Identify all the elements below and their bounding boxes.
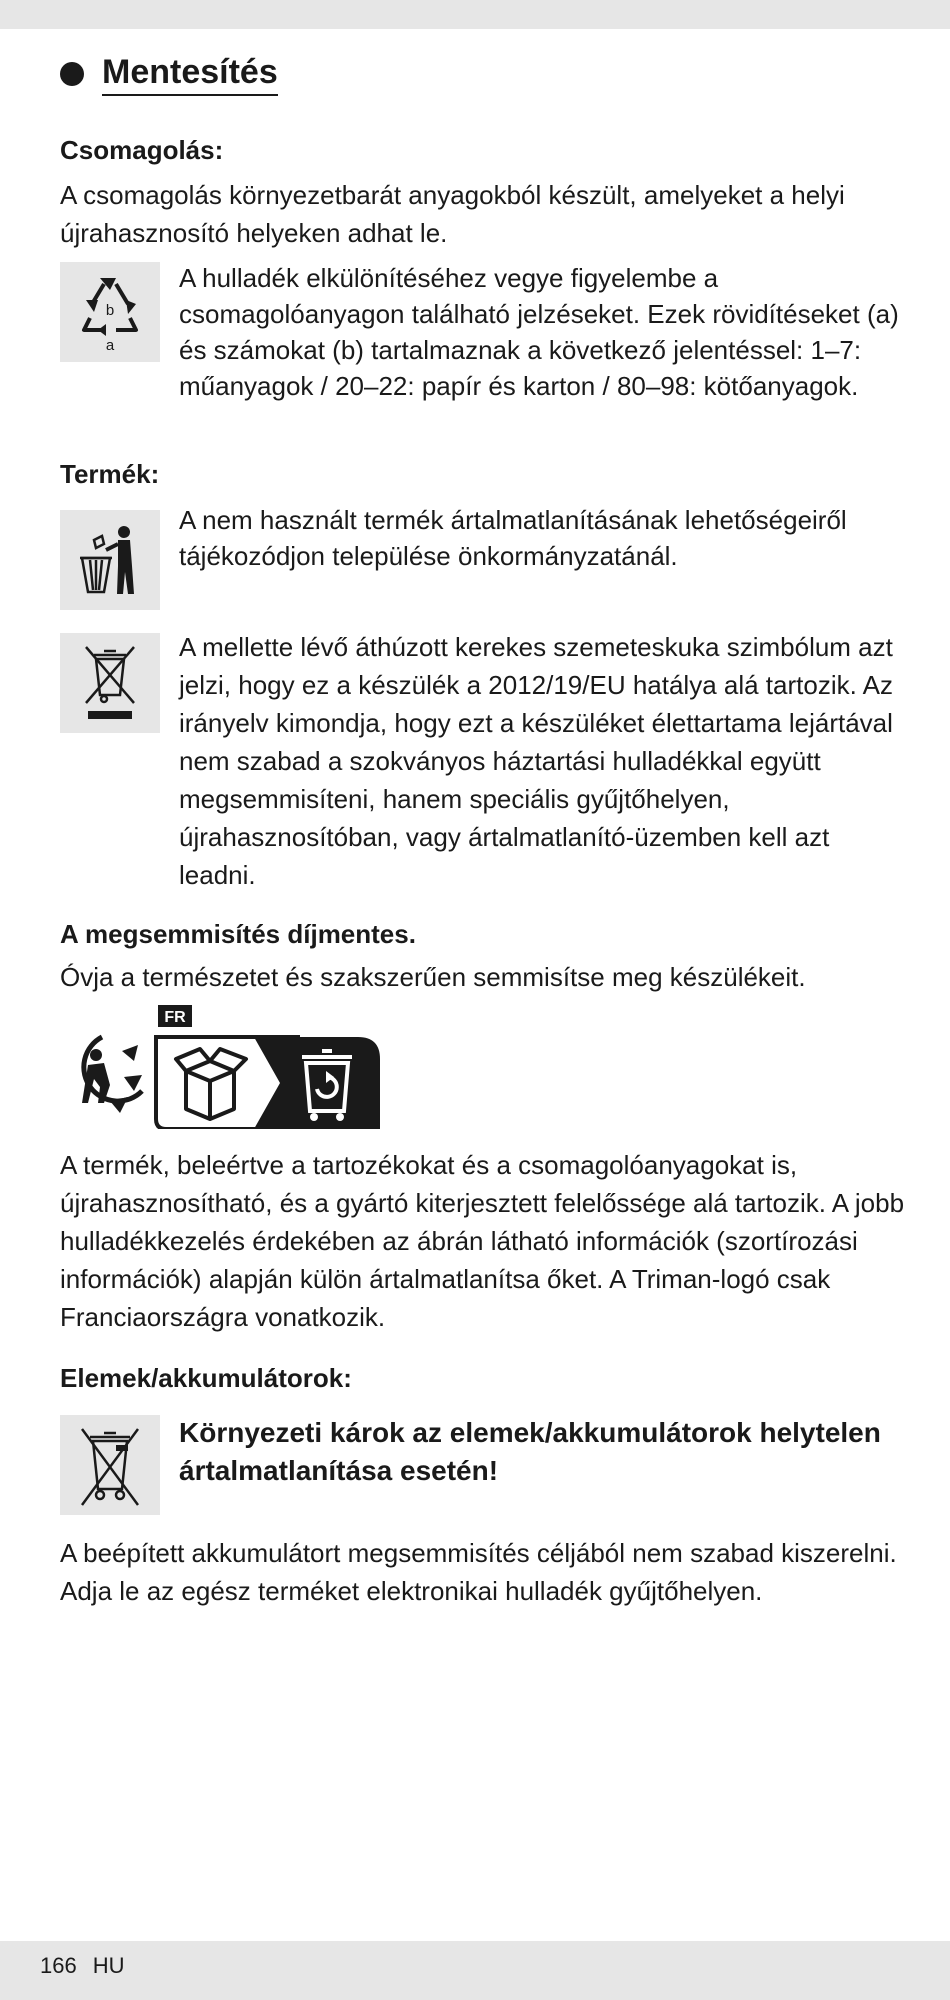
free-disposal-text: Óvja a természetet és szakszerűen semmisítse meg készülékeit. [60,962,806,992]
footer [40,1951,125,1981]
batteries-text: A beépített akkumulátort megsemmisítés céljából nem szabad kiszerelni. Adja le az egész terméket elektronikai hulladék gyűjtőhelyen. [60,1538,897,1606]
page-number: 166 [40,1953,77,1978]
triman-logo [58,1005,380,1129]
bottom-band [0,1941,950,2000]
packaging-intro: A csomagolás környezetbarát anyagokból készült, amelyeket a helyi újrahasznosító helyeken adhat le. [60,180,845,248]
language-code: HU [92,1953,125,1978]
crossed-wheelie-bin-icon [60,633,160,733]
page-title: Mentesítés [102,52,278,96]
top-band [0,0,950,29]
batteries-heading: Elemek/akkumulátorok: [60,1363,352,1393]
product-text-2: A mellette lévő áthúzott kerekes szemeteskuka szimbólum azt jelzi, hogy ez a készülék a 2012/19/EU hatálya alá tartozik. Az irányelv kimondja, hogy ezt a készüléket élettartama lejártával nem szabad a szokványos háztartási hulladékkal együtt megsemmisíteni, hanem speciális gyűjtőhelyen, újrahasznosítóban, vagy ártalmatlanító-üzemben kell azt leadni. [179,632,893,890]
triman-badge-text: FR [164,1009,186,1026]
free-disposal-heading: A megsemmisítés díjmentes. [60,919,416,949]
product-text-1: A nem használt termék ártalmatlanításának lehetőségeiről tájékozódjon települése önkormányzatánál. [179,505,847,571]
bullet-icon [60,62,84,86]
section-title [60,52,278,96]
tidyman-icon [60,510,160,610]
product-heading: Termék: [60,459,160,489]
recycling-letter-b: b [105,302,115,319]
batteries-warning: Környezeti károk az elemek/akkumulátorok helytelen ártalmatlanítása esetén! [179,1417,881,1486]
packaging-heading: Csomagolás: [60,135,224,165]
free-disposal-text-2: A termék, beleértve a tartozékokat és a csomagolóanyagokat is, újrahasznosítható, és a gyártó kiterjesztett felelőssége alá tartozik. A jobb hulladékkezelés érdekében az ábrán látható információk (szortírozási információk) alapján külön ártalmatlanítsa őket. A Triman-logó csak Franciaországra vonatkozik. [60,1150,905,1332]
packaging-text: A hulladék elkülönítéséhez vegye figyelembe a csomagolóanyagon található jelzéseket. Ezek rövidítéseket (a) és számokat (b) tartalmaznak a következő jelentéssel: 1–7: műanyagok / 20–22: papír és karton / 80–98: kötőanyagok. [179,263,899,401]
recycling-code-icon [60,262,160,362]
crossed-battery-bin-icon [60,1415,160,1515]
recycling-letter-a: a [105,337,115,354]
